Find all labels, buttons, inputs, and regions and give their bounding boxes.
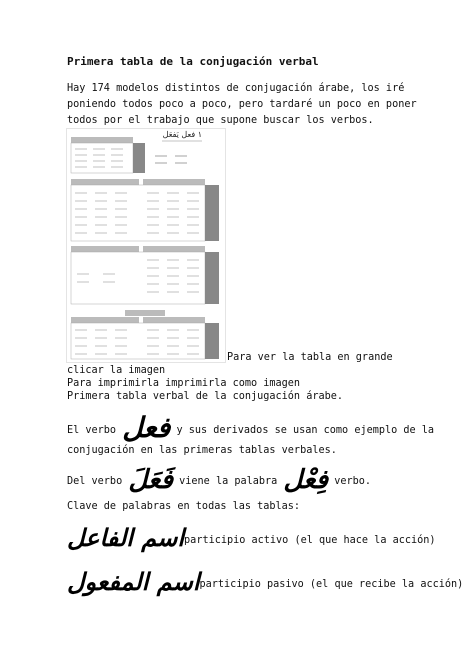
page-title: Primera tabla de la conjugación verbal [67, 55, 319, 68]
intro-paragraph: Hay 174 modelos distintos de conjugación árabe, los iré poniendo todos poco a poco, pero tardaré un poco en poner todos por el trabajo que supone buscar los verbos. [67, 83, 417, 126]
arabic-ism-maful: اسم المفعول [67, 567, 200, 596]
key-words-heading: Clave de palabras en todas las tablas: [67, 501, 301, 512]
arabic-word-faala: فَعَلَ [128, 465, 174, 495]
derivation-after: verbo. [328, 476, 372, 487]
verb-sentence [67, 411, 435, 446]
participle-row-active [67, 524, 436, 558]
derivation-middle: viene la palabra [173, 476, 284, 487]
participle-row-passive [67, 568, 463, 602]
verb-sentence-before: El verbo [67, 425, 123, 436]
derivation-before: Del verbo [67, 476, 129, 487]
figure-caption-link-continued[interactable]: clicar la imagen [67, 365, 166, 376]
figure-caption-link[interactable]: Para ver la tabla en grande [227, 352, 393, 363]
conjugation-table-image[interactable] [66, 128, 226, 363]
conjugation-table-thumbnail [67, 129, 225, 362]
participle-passive-text: participio pasivo (el que recibe la acción) [199, 579, 464, 590]
table-title-line: Primera tabla verbal de la conjugación árabe. [67, 391, 344, 402]
verb-sentence-line2: conjugación en las primeras tablas verbales. [67, 445, 337, 456]
print-instruction: Para imprimirla imprimirla como imagen [67, 378, 301, 389]
derivation-sentence [67, 466, 371, 498]
verb-sentence-after: y sus derivados se usan como ejemplo de la [170, 425, 435, 436]
participle-active-text: participio activo (el que hace la acción) [184, 535, 436, 546]
figure-header-text: ١ فعل يَفعَل [162, 130, 202, 139]
arabic-ism-fail: اسم الفاعل [67, 523, 185, 552]
arabic-word-fil: فِعْل [283, 465, 329, 495]
arabic-word-faal: فعل [122, 411, 171, 444]
